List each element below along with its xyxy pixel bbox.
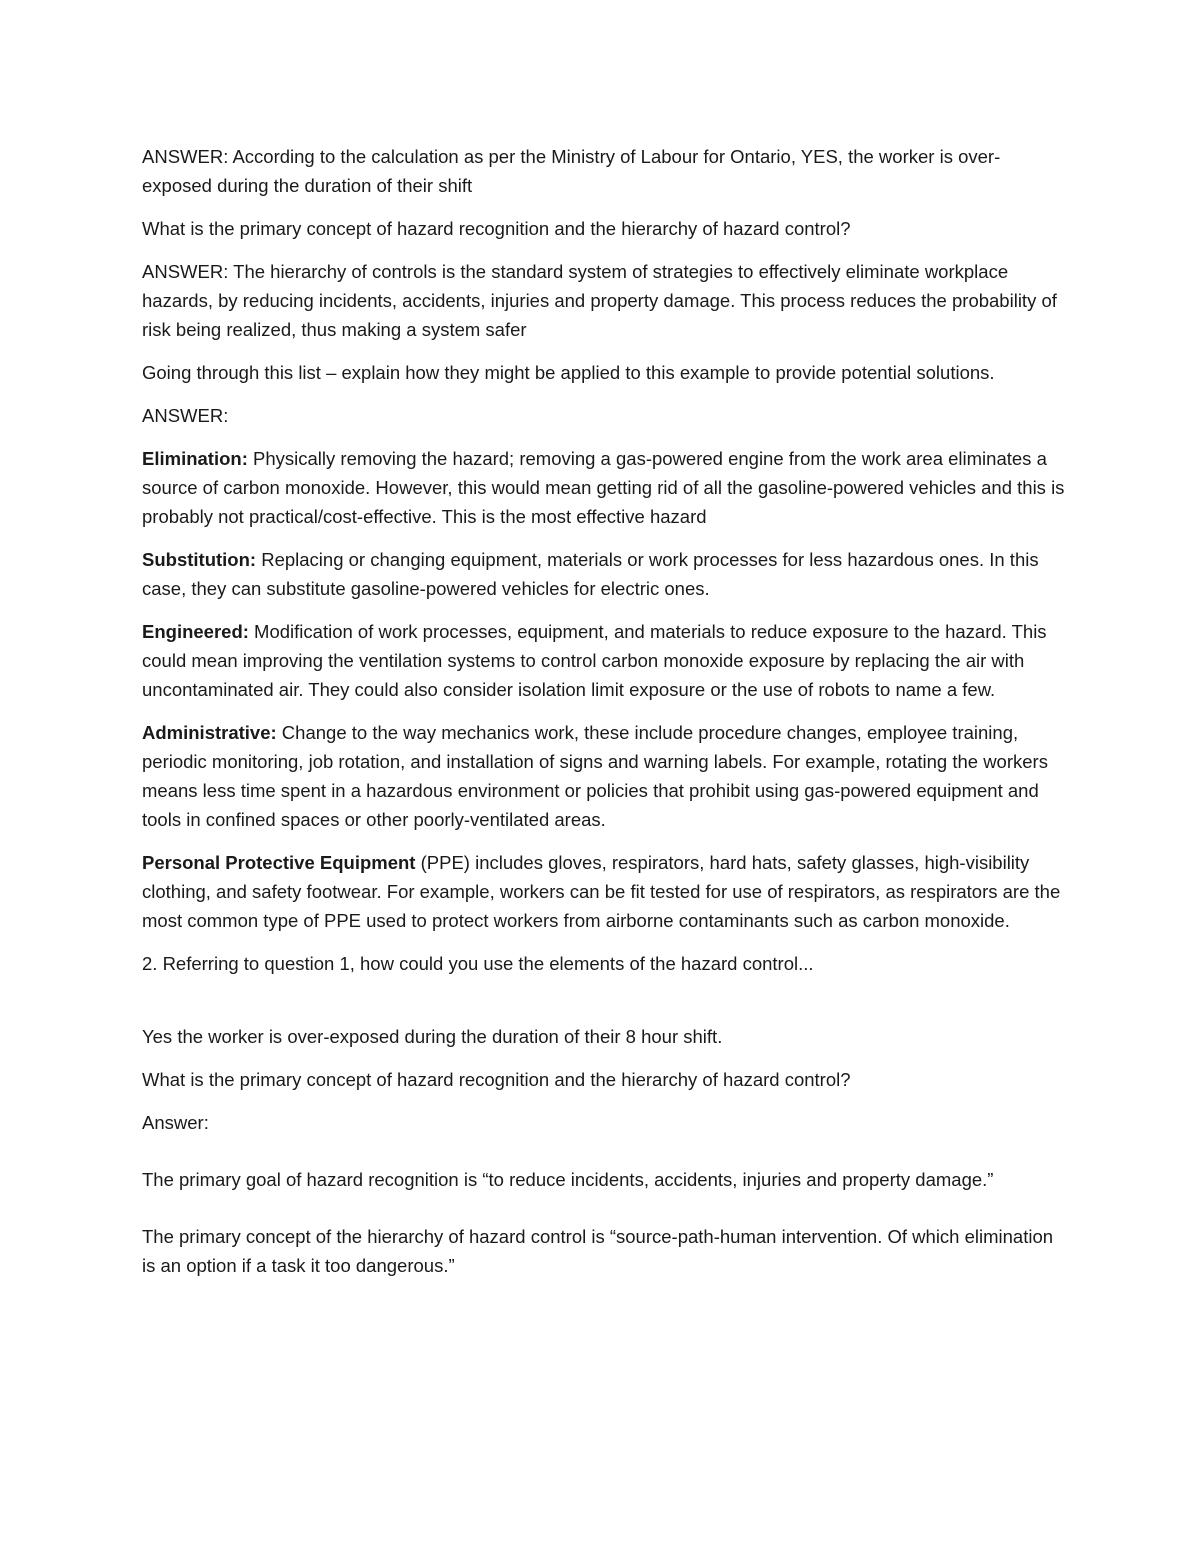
answer-label-second: Answer: — [142, 1112, 209, 1133]
substitution-text: Replacing or changing equipment, materials or work processes for less hazardous ones. In this case, they can substitute gasoline-powered vehicles for electric ones. — [142, 549, 1039, 599]
engineered-paragraph — [142, 617, 1067, 704]
question-hazard-concept: What is the primary concept of hazard recognition and the hierarchy of hazard control? — [142, 218, 851, 239]
engineered-text: Modification of work processes, equipment, and materials to reduce exposure to the hazard. This could mean improving the ventilation systems to control carbon monoxide exposure by replacing the air with uncontaminated air. They could also consider isolation limit exposure or the use of robots to name a few. — [142, 621, 1047, 700]
primary-goal-paragraph: The primary goal of hazard recognition is “to reduce incidents, accidents, injuries and property damage.” — [142, 1169, 994, 1190]
elimination-text: Physically removing the hazard; removing a gas-powered engine from the work area eliminates a source of carbon monoxide. However, this would mean getting rid of all the gasoline-powered vehicles and this is probably not practical/cost-effective. This is the most effective hazard — [142, 448, 1065, 527]
answer-label: ANSWER: — [142, 405, 229, 426]
administrative-text: Change to the way mechanics work, these include procedure changes, employee training, periodic monitoring, job rotation, and installation of signs and warning labels. For example, rotating the workers means less time spent in a hazardous environment or policies that prohibit using gas-powered equipment and tools in confined spaces or other poorly-ventilated areas. — [142, 722, 1048, 830]
question-hazard-concept-repeat: What is the primary concept of hazard recognition and the hierarchy of hazard control? — [142, 1069, 851, 1090]
document-body — [142, 142, 1067, 1294]
question-two-paragraph: 2. Referring to question 1, how could you use the elements of the hazard control... — [142, 953, 814, 974]
question-apply-list: Going through this list – explain how they might be applied to this example to provide potential solutions. — [142, 362, 995, 383]
ppe-text: (PPE) includes gloves, respirators, hard hats, safety glasses, high-visibility clothing, and safety footwear. For example, workers can be fit tested for use of respirators, as respirators are the most common type of PPE used to protect workers from airborne contaminants such as carbon monoxide. — [142, 852, 1061, 931]
answer-overexposure-paragraph: ANSWER: According to the calculation as per the Ministry of Labour for Ontario, YES, the worker is over-exposed during the duration of their shift — [142, 146, 1001, 196]
engineered-term: Engineered: — [142, 621, 249, 642]
ppe-paragraph — [142, 848, 1067, 935]
elimination-paragraph — [142, 444, 1067, 531]
ppe-term: Personal Protective Equipment — [142, 852, 416, 873]
primary-concept-paragraph: The primary concept of the hierarchy of hazard control is “source-path-human intervention. Of which elimination is an option if a task it too dangerous.” — [142, 1226, 1054, 1276]
elimination-term: Elimination: — [142, 448, 248, 469]
administrative-term: Administrative: — [142, 722, 277, 743]
answer-hierarchy-paragraph: ANSWER: The hierarchy of controls is the standard system of strategies to effectively eliminate workplace hazards, by reducing incidents, accidents, injuries and property damage. This process reduces the probability of risk being realized, thus making a system safer — [142, 261, 1057, 340]
substitution-term: Substitution: — [142, 549, 257, 570]
administrative-paragraph — [142, 718, 1067, 834]
overexposed-answer-paragraph: Yes the worker is over-exposed during the duration of their 8 hour shift. — [142, 1026, 723, 1047]
substitution-paragraph — [142, 545, 1067, 603]
